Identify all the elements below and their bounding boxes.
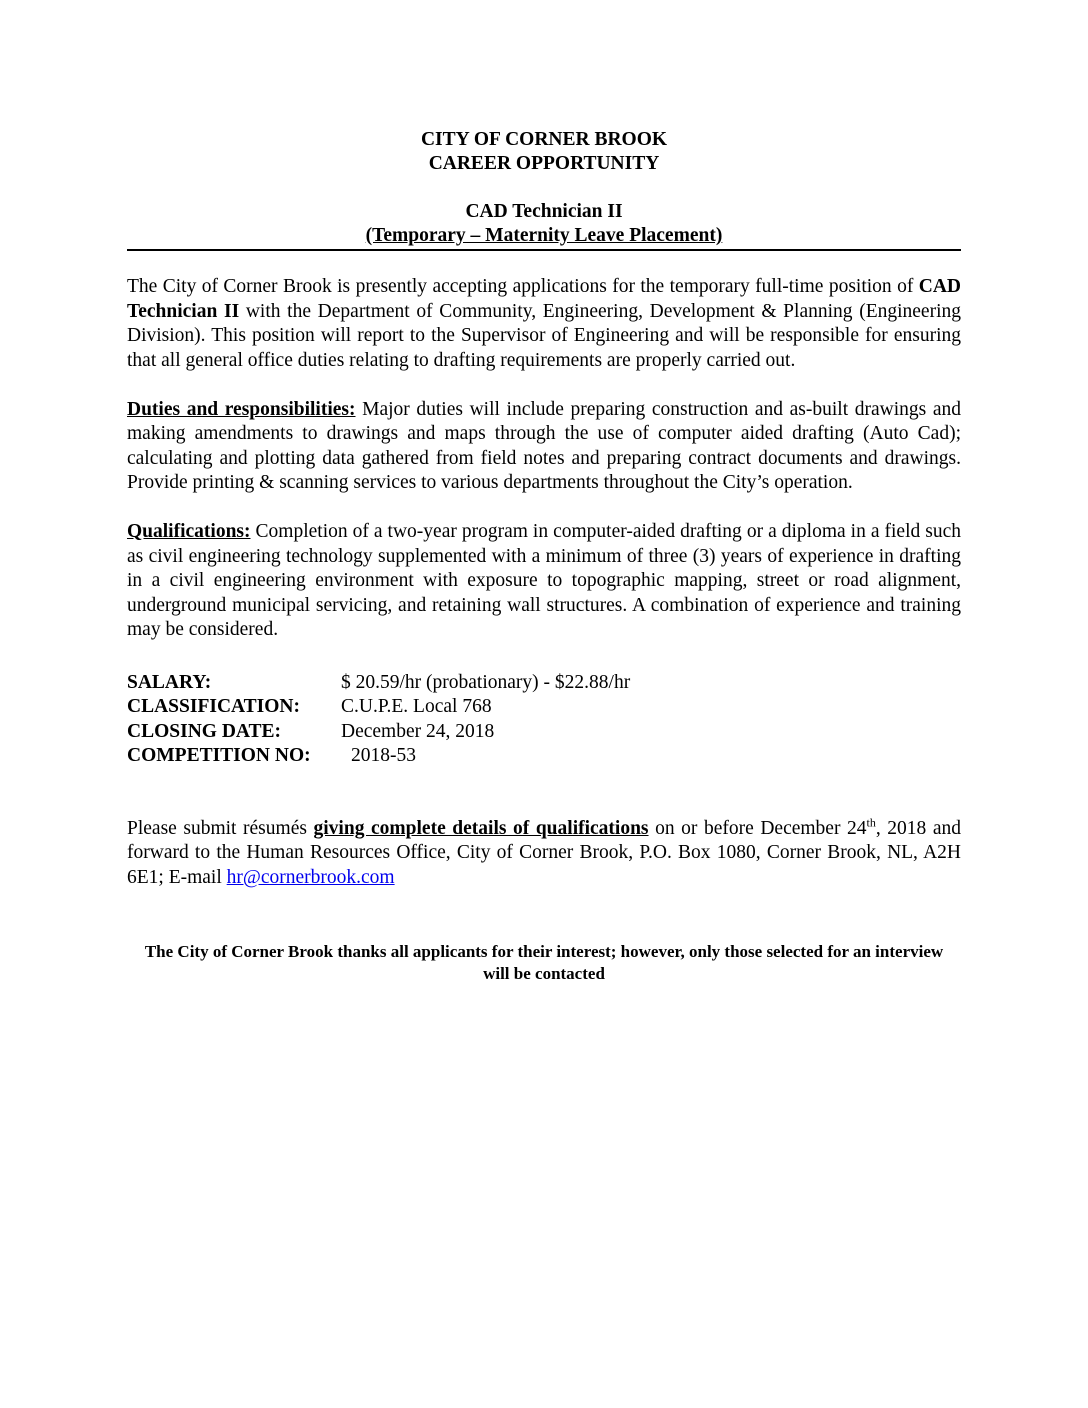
details-row-classification: [127, 695, 961, 720]
organization-title: CITY OF CORNER BROOK: [420, 129, 668, 150]
details-value: $ 20.59/hr (probationary) - $22.88/hr: [341, 671, 631, 693]
submit-text-middle: on or before December 24: [648, 817, 867, 839]
details-value: 2018-53: [351, 745, 416, 766]
email-link[interactable]: hr@cornerbrook.com: [226, 866, 395, 888]
position-subtitle: (Temporary – Maternity Leave Placement): [365, 225, 723, 246]
details-label: CLOSING DATE:: [127, 720, 282, 742]
closing-note: The City of Corner Brook thanks all applicants for their interest; however, only those selected for an interview will be contacted: [144, 942, 944, 983]
details-label: SALARY:: [127, 671, 212, 693]
date-superscript: th: [866, 815, 876, 829]
details-row-closing-date: [127, 720, 961, 745]
intro-text-start: The City of Corner Brook is presently accepting applications for the temporary full-time position of: [127, 276, 919, 297]
duties-paragraph: [127, 398, 961, 496]
submit-text-start: Please submit résumés: [127, 817, 314, 839]
submit-emphasis: giving complete details of qualifications: [313, 817, 649, 839]
posting-header: [127, 128, 961, 176]
job-posting-document: [127, 128, 961, 985]
qualifications-heading: Qualifications:: [127, 521, 251, 542]
duties-heading: Duties and responsibilities:: [127, 398, 356, 420]
submission-paragraph: [127, 817, 961, 891]
posting-type-title: CAREER OPPORTUNITY: [428, 153, 660, 174]
intro-position-name: CAD Technician II: [127, 276, 961, 322]
intro-text-end: with the Department of Community, Engineering, Development & Planning (Engineering Division). This position will report to the Supervisor of Engineering and will be responsible for ensuring that all general office duties relating to drafting requirements are properly carried out.: [127, 300, 961, 371]
intro-paragraph: [127, 275, 961, 373]
details-row-competition-no: [127, 744, 961, 769]
details-label: COMPETITION NO:: [127, 745, 311, 766]
details-value: C.U.P.E. Local 768: [341, 696, 492, 717]
position-title-block: [127, 200, 961, 251]
qualifications-paragraph: [127, 520, 961, 643]
submit-text-end: , 2018 and forward to the Human Resources Office, City of Corner Brook, P.O. Box 1080, Corner Brook, NL, A2H 6E1; E-mail: [127, 817, 962, 888]
duties-text: Major duties will include preparing construction and as-built drawings and making amendments to drawings and maps through the use of computer aided drafting (Auto Cad); calculating and plotting data gathered from field notes and preparing contract documents and drawings. Provide printing & scanning services to various departments throughout the City’s operation.: [127, 398, 961, 493]
details-row-salary: [127, 671, 961, 696]
position-title: CAD Technician II: [465, 201, 623, 222]
details-label: CLASSIFICATION:: [127, 696, 301, 717]
posting-details: [127, 671, 961, 769]
details-value: December 24, 2018: [341, 720, 495, 742]
qualifications-text: Completion of a two-year program in computer-aided drafting or a diploma in a field such as civil engineering technology supplemented with a minimum of three (3) years of experience in drafting in a civil engineering environment with exposure to topographic mapping, street or road alignment, underground municipal servicing, and retaining wall structures. A combination of experience and training may be considered.: [127, 521, 961, 640]
